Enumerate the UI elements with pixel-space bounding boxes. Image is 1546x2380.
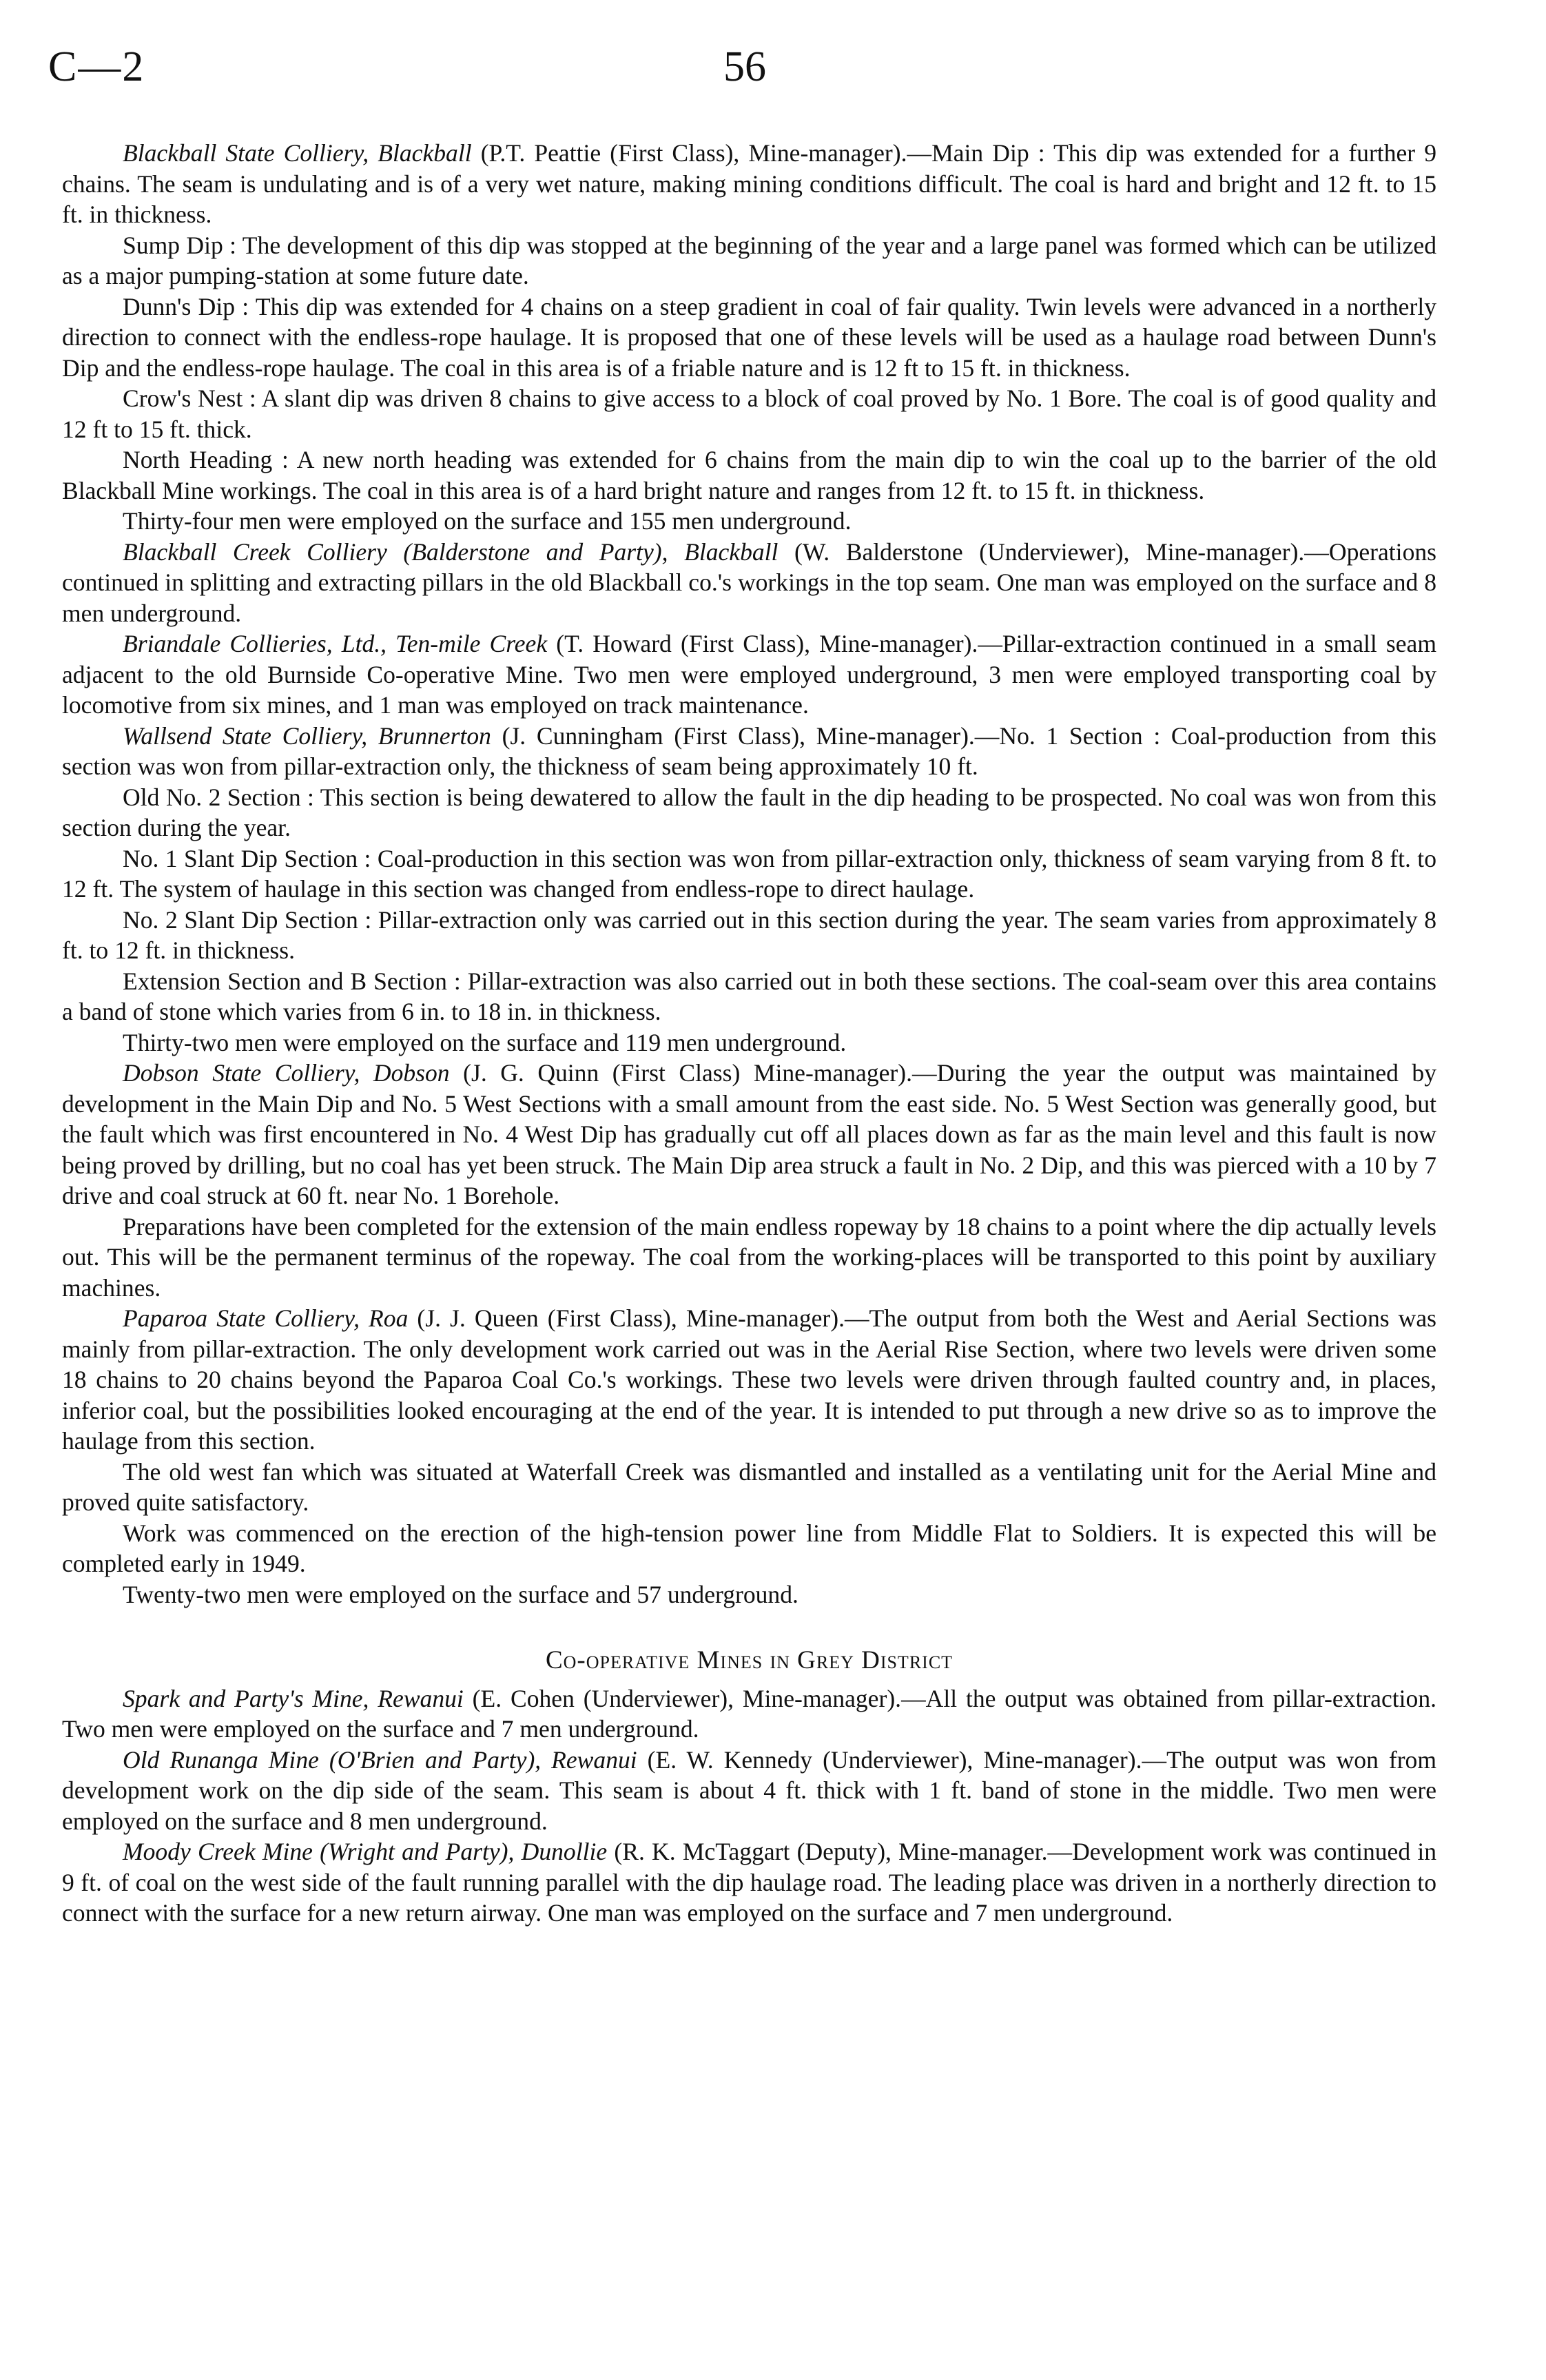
paragraph-text: Work was commenced on the erection of the high-tension power line from Middle Flat to Soldiers. It is expected this will be completed early in 1949. (62, 1519, 1436, 1577)
paragraph (62, 230, 1436, 291)
mine-name: Blackball Creek Colliery (Balderstone and Party), Blackball (123, 537, 779, 566)
paragraph (62, 966, 1436, 1027)
paragraph (62, 1211, 1436, 1304)
co-operative-mines-section (62, 1683, 1436, 1929)
paragraph-text: Sump Dip : The development of this dip was stopped at the beginning of the year and a large panel was formed which can be utilized as a major pumping-station at some future date. (62, 231, 1436, 289)
document-body (62, 138, 1436, 1929)
mine-name: Dobson State Colliery, Dobson (123, 1059, 450, 1087)
paragraph (62, 1457, 1436, 1518)
paragraph (62, 1745, 1436, 1837)
paragraph-text: No. 2 Slant Dip Section : Pillar-extraction only was carried out in this section during the year. The seam varies from approximately 8 ft. to 12 ft. in thickness. (62, 905, 1436, 964)
paragraph-text: (W. Balderstone (Underviewer), Mine-manager).—Operations continued in splitting and extracting pillars in the old Blackball co.'s workings in the top seam. One man was employed on the surface and 8 men underground. (62, 537, 1436, 627)
paragraph-text: Thirty-four men were employed on the surface and 155 men underground. (123, 507, 852, 535)
paragraph-text: (J. G. Quinn (First Class) Mine-manager).—During the year the output was maintained by development in the Main Dip and No. 5 West Sections with a small amount from the east side. No. 5 West Section was generally good, but the fault which was first encountered in No. 4 West Dip has gradually cut off all places down as far as the main level and this fault is now being proved by drilling, but no coal has yet been struck. The Main Dip area struck a fault in No. 2 Dip, and this was pierced with a 10 by 7 drive and coal struck at 60 ft. near No. 1 Borehole. (62, 1059, 1437, 1209)
paragraph-text: Dunn's Dip : This dip was extended for 4 chains on a steep gradient in coal of fair quality. Twin levels were advanced in a northerly direction to connect with the endless-rope haulage. It is proposed that one of these levels will be used as a haulage road between Dunn's Dip and the endless-rope haulage. The coal in this area is of a friable nature and is 12 ft to 15 ft. in thickness. (62, 292, 1436, 382)
paragraph (62, 1683, 1436, 1745)
paragraph-text: Twenty-two men were employed on the surface and 57 underground. (123, 1580, 798, 1608)
section-code: C—2 (48, 43, 145, 90)
paragraph-text: No. 1 Slant Dip Section : Coal-production in this section was won from pillar-extraction only, thickness of seam varying from 8 ft. to 12 ft. The system of haulage in this section was changed from endless-rope to direct haulage. (62, 844, 1436, 903)
paragraph (62, 1518, 1436, 1579)
paragraph-text: Extension Section and B Section : Pillar-extraction was also carried out in both these sections. The coal-seam over this area contains a band of stone which varies from 6 in. to 18 in. in thickness. (62, 967, 1436, 1025)
paragraph-text: North Heading : A new north heading was extended for 6 chains from the main dip to win the coal up to the barrier of the old Blackball Mine workings. The coal in this area is of a hard bright nature and ranges from 12 ft. to 15 ft. in thickness. (62, 446, 1436, 504)
paragraph-text: Old No. 2 Section : This section is being dewatered to allow the fault in the dip heading to be prospected. No coal was won from this section during the year. (62, 783, 1436, 841)
paragraph-text: (T. Howard (First Class), Mine-manager).—Pillar-extraction continued in a small seam adjacent to the old Burnside Co-operative Mine. Two men were employed underground, 3 men were employed transporting coal by locomotive from six mines, and 1 man was employed on track maintenance. (62, 630, 1436, 719)
paragraph (62, 506, 1436, 537)
paragraph (62, 1579, 1436, 1610)
paragraph (62, 138, 1436, 230)
mine-name: Spark and Party's Mine, Rewanui (123, 1684, 464, 1712)
mine-name: Wallsend State Colliery, Brunnerton (123, 721, 491, 750)
mine-name: Paparoa State Colliery, Roa (123, 1304, 409, 1332)
mine-name: Moody Creek Mine (Wright and Party), Dunollie (123, 1838, 608, 1865)
section-heading-co-operative-mines: Co-operative Mines in Grey District (545, 1646, 954, 1674)
paragraph (62, 1058, 1436, 1211)
paragraph (62, 1303, 1436, 1457)
paragraph (62, 628, 1436, 721)
paragraph (62, 537, 1436, 629)
paragraph (62, 721, 1436, 782)
mine-name: Blackball State Colliery, Blackball (123, 139, 472, 167)
collieries-section (62, 138, 1436, 1610)
paragraph (62, 291, 1436, 384)
paragraph-text: (E. Cohen (Underviewer), Mine-manager).—All the output was obtained from pillar-extraction. Two men were employed on the surface and 7 men underground. (62, 1684, 1436, 1743)
paragraph-text: Crow's Nest : A slant dip was driven 8 chains to give access to a block of coal proved by No. 1 Bore. The coal is of good quality and 12 ft to 15 ft. thick. (62, 384, 1436, 443)
page-number: 56 (723, 43, 766, 90)
paragraph (62, 1027, 1436, 1058)
paragraph (62, 1836, 1436, 1929)
paragraph-text: The old west fan which was situated at Waterfall Creek was dismantled and installed as a ventilating unit for the Aerial Mine and proved quite satisfactory. (62, 1457, 1436, 1516)
mine-name: Briandale Collieries, Ltd., Ten-mile Creek (123, 630, 548, 657)
paragraph (62, 444, 1436, 506)
paragraph (62, 905, 1436, 966)
paragraph (62, 782, 1436, 843)
paragraph-text: Thirty-two men were employed on the surface and 119 men underground. (123, 1028, 847, 1056)
mine-name: Old Runanga Mine (O'Brien and Party), Rewanui (123, 1745, 637, 1774)
paragraph (62, 383, 1436, 444)
paragraph-text: (E. W. Kennedy (Underviewer), Mine-manager).—The output was won from development work on the dip side of the seam. This seam is about 4 ft. thick with 1 ft. band of stone in the middle. Two men were employed on the surface and 8 men underground. (62, 1745, 1437, 1835)
paragraph-text: (J. J. Queen (First Class), Mine-manager).—The output from both the West and Aerial Sections was mainly from pillar-extraction. The only development work carried out was in the Aerial Rise Section, where two levels were driven some 18 chains to 20 chains beyond the Paparoa Coal Co.'s workings. These two levels were driven through faulted country and, in places, inferior coal, but the possibilities looked encouraging at the end of the year. It is intended to put through a new drive so as to improve the haulage from this section. (62, 1304, 1436, 1455)
paragraph-text: (P.T. Peattie (First Class), Mine-manager).—Main Dip : This dip was extended for a further 9 chains. The seam is undulating and is of a very wet nature, making mining conditions difficult. The coal is hard and bright and 12 ft. to 15 ft. in thickness. (62, 139, 1436, 228)
paragraph-text: (J. Cunningham (First Class), Mine-manager).—No. 1 Section : Coal-production from this section was won from pillar-extraction only, the thickness of seam being approximately 10 ft. (62, 721, 1436, 780)
paragraph (62, 843, 1436, 905)
paragraph-text: (R. K. McTaggart (Deputy), Mine-manager.—Development work was continued in 9 ft. of coal on the west side of the fault running parallel with the dip haulage road. The leading place was driven in a northerly direction to connect with the surface for a new return airway. One man was employed on the surface and 7 men underground. (62, 1838, 1436, 1927)
paragraph-text: Preparations have been completed for the extension of the main endless ropeway by 18 chains to a point where the dip actually levels out. This will be the permanent terminus of the ropeway. The coal from the working-places will be transported to this point by auxiliary machines. (62, 1212, 1436, 1302)
